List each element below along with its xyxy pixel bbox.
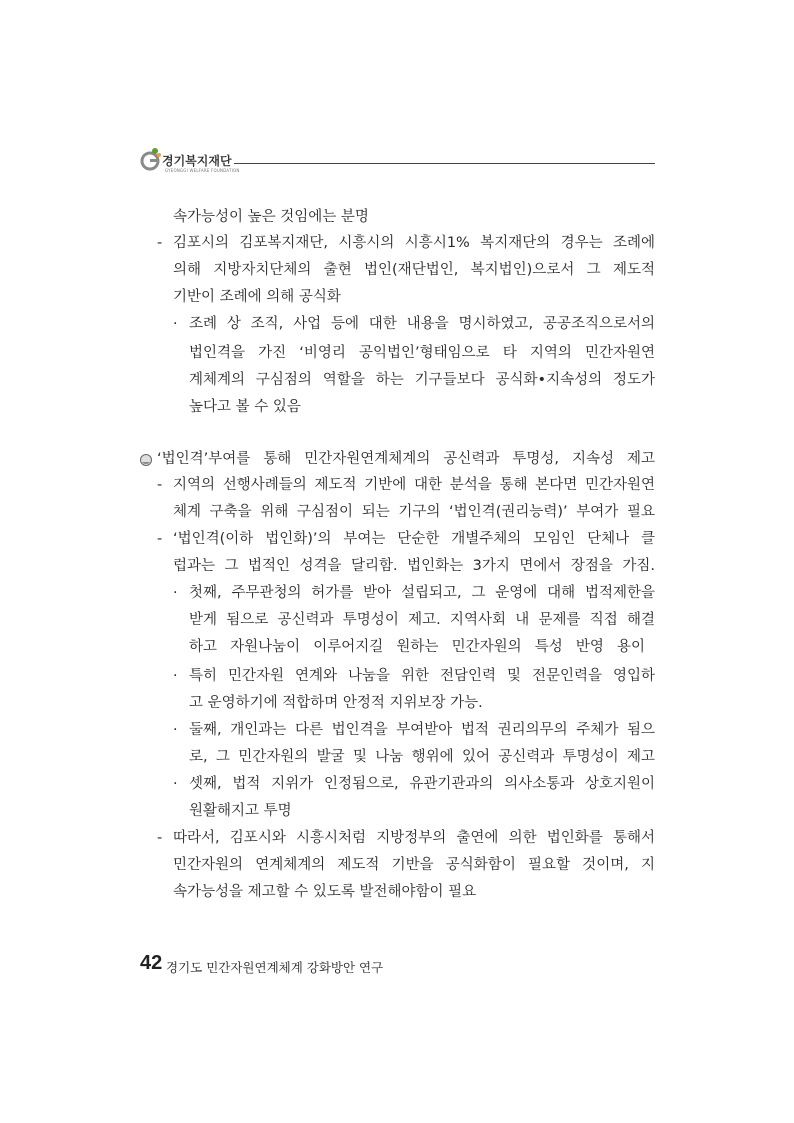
text-line: 지역의 선행사례들의 제도적 기반에 대한 분석을 통해 본다면 민간자원연 [173, 477, 655, 493]
text-line: 첫째, 주무관청의 허가를 받아 설립되고, 그 운영에 대해 법적제한을 [189, 585, 655, 601]
dot-marker: · [173, 316, 178, 332]
text-line: 둘째, 개인과는 다른 법인격을 부여받아 법적 권리의무의 주체가 됨으 [189, 722, 655, 738]
page-number: 42 [140, 952, 163, 974]
text-line: 조례 상 조직, 사업 등에 대한 내용을 명시하였고, 공공조직으로서의 [189, 316, 655, 332]
text-line: 럽과는 그 법적인 성격을 달리함. 법인화는 3가지 면에서 장점을 가짐. [173, 558, 655, 574]
logo-subtitle: GYEONGGI WELFARE FOUNDATION [165, 168, 240, 173]
dash-marker: - [157, 531, 163, 547]
text-line: 로, 그 민간자원의 발굴 및 나눔 행위에 있어 공신력과 투명성이 제고 [189, 749, 655, 765]
dash-marker: - [157, 235, 163, 251]
text-line: 체계 구축을 위해 구심점이 되는 기구의 ‘법인격(권리능력)’ 부여가 필요 [173, 504, 655, 520]
text-line: 고 운영하기에 적합하며 안정적 지위보장 가능. [189, 695, 483, 711]
text-line: 따라서, 김포시와 시흥시처럼 지방정부의 출연에 의한 법인화를 통해서 [173, 830, 655, 846]
text-line: 의해 지방자치단체의 출현 법인(재단법인, 복지법인)으로서 그 제도적 [173, 262, 655, 278]
text-line: 속가능성이 높은 것임에는 분명 [173, 209, 369, 225]
running-footer-title: 경기도 민간자원연계체계 강화방안 연구 [166, 960, 384, 975]
text-line: 속가능성을 제고할 수 있도록 발전해야함이 필요 [173, 884, 477, 900]
page-header [140, 146, 655, 176]
section-heading: ‘법인격’부여를 통해 민간자원연계체계의 공신력과 투명성, 지속성 제고 [157, 451, 655, 467]
text-line: 계체계의 구심점의 역할을 하는 기구들보다 공식화•지속성의 정도가 [189, 372, 655, 388]
dot-marker: · [173, 668, 178, 684]
text-line: 특히 민간자원 연계와 나눔을 위한 전담인력 및 전문인력을 영입하 [189, 668, 655, 684]
text-line: 기반이 조례에 의해 공식화 [173, 289, 341, 305]
dash-marker: - [157, 830, 163, 846]
foundation-logo-icon [140, 146, 162, 172]
section-bullet-icon [139, 453, 153, 467]
text-line: 높다고 볼 수 있음 [189, 399, 301, 415]
text-line: ‘법인격(이하 법인화)’의 부여는 단순한 개별주체의 모임인 단체나 클 [173, 531, 655, 547]
text-line: 민간자원의 연계체계의 제도적 기반을 공식화함이 필요할 것이며, 지 [173, 857, 655, 873]
dot-marker: · [173, 722, 178, 738]
text-line: 김포시의 김포복지재단, 시흥시의 시흥시1% 복지재단의 경우는 조례에 [173, 235, 655, 251]
text-line: 하고 자원나눔이 이루어지길 원하는 민간자원의 특성 반영 용이 [189, 639, 645, 655]
dash-marker: - [157, 477, 163, 493]
dot-marker: · [173, 585, 178, 601]
text-line: 원활해지고 투명 [189, 803, 292, 819]
text-line: 셋째, 법적 지위가 인정됨으로, 유관기관과의 의사소통과 상호지원이 [189, 776, 655, 792]
dot-marker: · [173, 776, 178, 792]
header-rule [234, 163, 655, 164]
logo-name: 경기복지재단 [162, 154, 232, 168]
text-line: 받게 됨으로 공신력과 투명성이 제고. 지역사회 내 문제를 직접 해결 [189, 612, 655, 628]
text-line: 법인격을 가진 ‘비영리 공익법인’형태임으로 타 지역의 민간자원연 [189, 345, 655, 361]
